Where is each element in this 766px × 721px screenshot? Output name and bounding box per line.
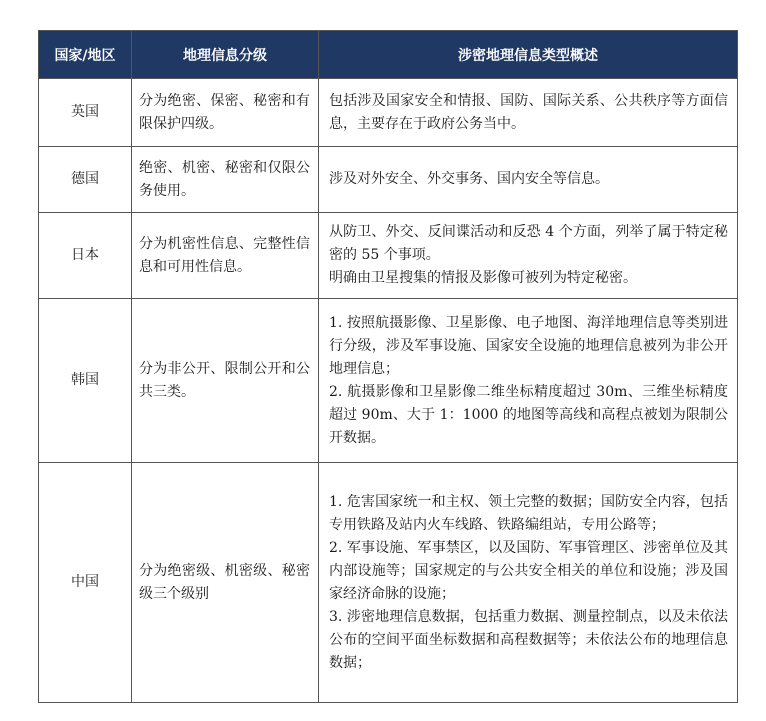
overview-cell xyxy=(319,213,738,299)
overview-line: 1. 危害国家统一和主权、领土完整的数据；国防安全内容，包括专用铁路及站内火车线路、铁路编组站，专用公路等； xyxy=(329,493,728,533)
header-overview: 涉密地理信息类型概述 xyxy=(319,31,738,79)
overview-cell xyxy=(319,79,738,147)
overview-line: 明确由卫星搜集的情报及影像可被列为特定秘密。 xyxy=(329,270,637,286)
classification-cell: 分为绝密级、机密级、秘密级三个级别 xyxy=(132,463,319,703)
overview-line: 3. 涉密地理信息数据，包括重力数据、测量控制点，以及未依法公布的空间平面坐标数据和高程数据等；未依法公布的地理信息数据； xyxy=(329,608,728,671)
overview-cell xyxy=(319,299,738,463)
classification-cell: 分为绝密、保密、秘密和有限保护四级。 xyxy=(132,79,319,147)
country-cell: 日本 xyxy=(39,213,132,299)
country-cell: 英国 xyxy=(39,79,132,147)
overview-line: 1. 按照航摄影像、卫星影像、电子地图、海洋地理信息等类别进行分级，涉及军事设施、国家安全设施的地理信息被列为非公开地理信息； xyxy=(329,314,728,377)
table-row-korea xyxy=(39,299,738,463)
overview-line: 从防卫、外交、反间谍活动和反恐 4 个方面，列举了属于特定秘密的 55 个事项。 xyxy=(329,224,728,263)
overview-line: 涉及对外安全、外交事务、国内安全等信息。 xyxy=(329,171,609,187)
table-header-row xyxy=(39,31,738,79)
country-cell: 德国 xyxy=(39,147,132,213)
classification-cell: 分为机密性信息、完整性信息和可用性信息。 xyxy=(132,213,319,299)
geo-info-classification-table xyxy=(38,30,738,703)
country-cell: 韩国 xyxy=(39,299,132,463)
country-cell: 中国 xyxy=(39,463,132,703)
table-row-uk xyxy=(39,79,738,147)
overview-line: 2. 航摄影像和卫星影像二维坐标精度超过 30m、三维坐标精度超过 90m、大于 1：1000 的地图等高线和高程点被划为限制公开数据。 xyxy=(329,383,728,446)
overview-line: 2. 军事设施、军事禁区，以及国防、军事管理区、涉密单位及其内部设施等；国家规定的与公共安全相关的单位和设施；涉及国家经济命脉的设施； xyxy=(329,539,728,602)
overview-cell xyxy=(319,463,738,703)
table-row-japan xyxy=(39,213,738,299)
header-classification: 地理信息分级 xyxy=(132,31,319,79)
header-country: 国家/地区 xyxy=(39,31,132,79)
overview-cell xyxy=(319,147,738,213)
table-row-china xyxy=(39,463,738,703)
classification-cell: 分为非公开、限制公开和公共三类。 xyxy=(132,299,319,463)
overview-line: 包括涉及国家安全和情报、国防、国际关系、公共秩序等方面信息，主要存在于政府公务当中。 xyxy=(329,92,728,132)
table-row-germany xyxy=(39,147,738,213)
classification-cell: 绝密、机密、秘密和仅限公务使用。 xyxy=(132,147,319,213)
